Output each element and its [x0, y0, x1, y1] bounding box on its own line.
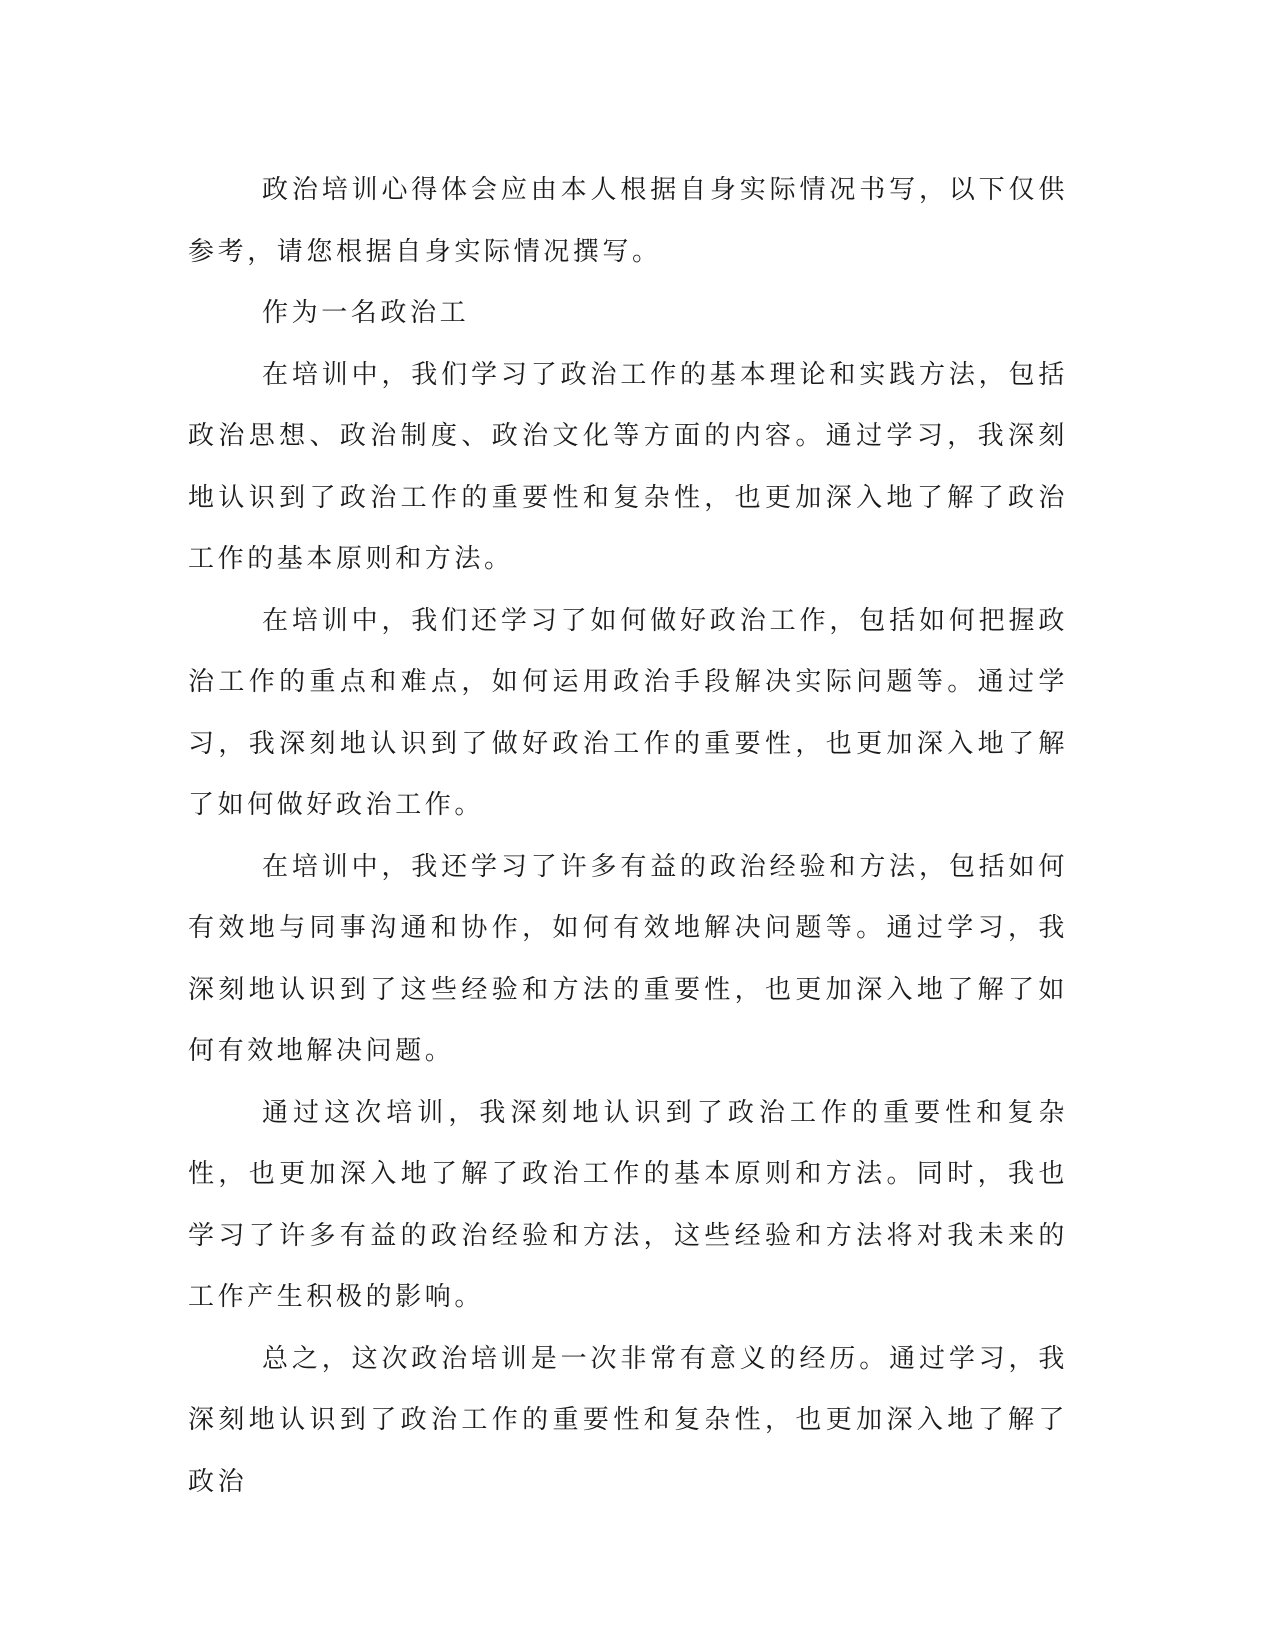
paragraph-experience: 在培训中，我还学习了许多有益的政治经验和方法，包括如何有效地与同事沟通和协作，如何有效地解决问题等。通过学习，我深刻地认识到了这些经验和方法的重要性，也更加深入地了解了如何有效地解决问题。	[188, 851, 1068, 1066]
paragraph-intro-note: 政治培训心得体会应由本人根据自身实际情况书写，以下仅供参考，请您根据自身实际情况撰写。	[188, 175, 1068, 267]
paragraph-practice: 在培训中，我们还学习了如何做好政治工作，包括如何把握政治工作的重点和难点，如何运用政治手段解决实际问题等。通过学习，我深刻地认识到了做好政治工作的重要性，也更加深入地了解了如何做好政治工作。	[188, 605, 1068, 820]
paragraph-summary: 通过这次培训，我深刻地认识到了政治工作的重要性和复杂性，也更加深入地了解了政治工作的基本原则和方法。同时，我也学习了许多有益的政治经验和方法，这些经验和方法将对我未来的工作产生积极的影响。	[188, 1097, 1068, 1312]
paragraph-theory: 在培训中，我们学习了政治工作的基本理论和实践方法，包括政治思想、政治制度、政治文化等方面的内容。通过学习，我深刻地认识到了政治工作的重要性和复杂性，也更加深入地了解了政治工作的基本原则和方法。	[188, 359, 1068, 574]
document-body	[188, 160, 1068, 1513]
paragraph-opening: 作为一名政治工	[262, 298, 470, 328]
paragraph-conclusion: 总之，这次政治培训是一次非常有意义的经历。通过学习，我深刻地认识到了政治工作的重要性和复杂性，也更加深入地了解了政治	[188, 1343, 1068, 1497]
